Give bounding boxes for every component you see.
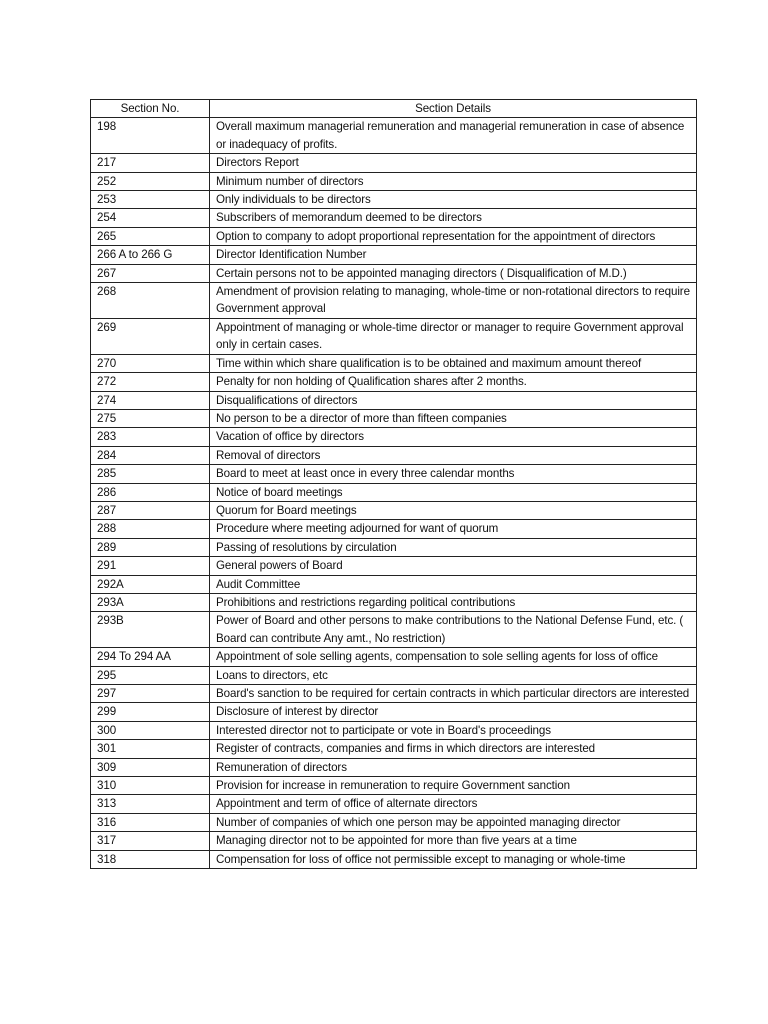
section-detail: Provision for increase in remuneration to require Government sanction	[210, 777, 697, 795]
table-row	[91, 703, 697, 721]
section-number: 269	[91, 318, 210, 354]
section-number: 313	[91, 795, 210, 813]
section-detail: Quorum for Board meetings	[210, 501, 697, 519]
table-row	[91, 209, 697, 227]
section-number: 317	[91, 832, 210, 850]
table-row	[91, 318, 697, 354]
table-row	[91, 813, 697, 831]
table-row	[91, 465, 697, 483]
section-detail: Board's sanction to be required for certain contracts in which particular directors are interested	[210, 685, 697, 703]
table-row	[91, 575, 697, 593]
section-number: 309	[91, 758, 210, 776]
table-row	[91, 832, 697, 850]
section-number: 291	[91, 557, 210, 575]
section-number: 275	[91, 409, 210, 427]
section-number: 217	[91, 154, 210, 172]
table-row	[91, 740, 697, 758]
section-detail: Amendment of provision relating to managing, whole-time or non-rotational directors to require Government approval	[210, 283, 697, 319]
table-row	[91, 172, 697, 190]
table-row	[91, 264, 697, 282]
section-number: 293B	[91, 612, 210, 648]
section-number: 272	[91, 373, 210, 391]
section-number: 310	[91, 777, 210, 795]
table-row	[91, 191, 697, 209]
table-row	[91, 612, 697, 648]
section-detail: Remuneration of directors	[210, 758, 697, 776]
section-detail: Vacation of office by directors	[210, 428, 697, 446]
table-row	[91, 283, 697, 319]
section-number: 288	[91, 520, 210, 538]
section-detail: Register of contracts, companies and firms in which directors are interested	[210, 740, 697, 758]
section-detail: Director Identification Number	[210, 246, 697, 264]
section-number: 287	[91, 501, 210, 519]
section-detail: Appointment and term of office of alternate directors	[210, 795, 697, 813]
header-section-no: Section No.	[91, 100, 210, 118]
section-detail: Overall maximum managerial remuneration and managerial remuneration in case of absence or inadequacy of profits.	[210, 118, 697, 154]
table-row	[91, 593, 697, 611]
section-number: 254	[91, 209, 210, 227]
section-number: 267	[91, 264, 210, 282]
section-detail: Time within which share qualification is to be obtained and maximum amount thereof	[210, 354, 697, 372]
table-row	[91, 777, 697, 795]
section-detail: Disqualifications of directors	[210, 391, 697, 409]
section-number: 252	[91, 172, 210, 190]
section-detail: Interested director not to participate or vote in Board's proceedings	[210, 721, 697, 739]
section-number: 283	[91, 428, 210, 446]
table-row	[91, 538, 697, 556]
section-detail: Notice of board meetings	[210, 483, 697, 501]
table-row	[91, 227, 697, 245]
table-row	[91, 373, 697, 391]
section-number: 268	[91, 283, 210, 319]
table-row	[91, 391, 697, 409]
section-detail: Appointment of sole selling agents, compensation to sole selling agents for loss of office	[210, 648, 697, 666]
table-body	[91, 118, 697, 869]
table-row	[91, 409, 697, 427]
section-number: 301	[91, 740, 210, 758]
section-detail: No person to be a director of more than fifteen companies	[210, 409, 697, 427]
section-number: 274	[91, 391, 210, 409]
section-detail: Audit Committee	[210, 575, 697, 593]
section-number: 285	[91, 465, 210, 483]
section-number: 294 To 294 AA	[91, 648, 210, 666]
section-detail: Prohibitions and restrictions regarding political contributions	[210, 593, 697, 611]
section-detail: Minimum number of directors	[210, 172, 697, 190]
section-detail: Certain persons not to be appointed managing directors ( Disqualification of M.D.)	[210, 264, 697, 282]
section-number: 316	[91, 813, 210, 831]
table-row	[91, 154, 697, 172]
section-detail: Number of companies of which one person may be appointed managing director	[210, 813, 697, 831]
section-detail: Managing director not to be appointed for more than five years at a time	[210, 832, 697, 850]
table-row	[91, 246, 697, 264]
section-detail: Disclosure of interest by director	[210, 703, 697, 721]
section-detail: Appointment of managing or whole-time director or manager to require Government approval only in certain cases.	[210, 318, 697, 354]
table-row	[91, 557, 697, 575]
section-number: 286	[91, 483, 210, 501]
section-number: 253	[91, 191, 210, 209]
section-number: 293A	[91, 593, 210, 611]
section-detail: Removal of directors	[210, 446, 697, 464]
section-number: 292A	[91, 575, 210, 593]
section-number: 295	[91, 666, 210, 684]
section-detail: Option to company to adopt proportional representation for the appointment of directors	[210, 227, 697, 245]
table-row	[91, 446, 697, 464]
table-row	[91, 721, 697, 739]
table-row	[91, 850, 697, 868]
section-number: 198	[91, 118, 210, 154]
section-detail: Passing of resolutions by circulation	[210, 538, 697, 556]
section-number: 300	[91, 721, 210, 739]
section-detail: Loans to directors, etc	[210, 666, 697, 684]
section-number: 284	[91, 446, 210, 464]
section-detail: Only individuals to be directors	[210, 191, 697, 209]
section-detail: Penalty for non holding of Qualification shares after 2 months.	[210, 373, 697, 391]
section-detail: General powers of Board	[210, 557, 697, 575]
section-detail: Compensation for loss of office not permissible except to managing or whole-time	[210, 850, 697, 868]
section-detail: Board to meet at least once in every three calendar months	[210, 465, 697, 483]
section-number: 299	[91, 703, 210, 721]
section-number: 270	[91, 354, 210, 372]
section-detail: Procedure where meeting adjourned for want of quorum	[210, 520, 697, 538]
sections-table	[90, 99, 697, 869]
section-detail: Power of Board and other persons to make contributions to the National Defense Fund, etc. ( Board can contribute Any amt., No restriction)	[210, 612, 697, 648]
section-number: 266 A to 266 G	[91, 246, 210, 264]
table-row	[91, 483, 697, 501]
section-number: 297	[91, 685, 210, 703]
table-row	[91, 758, 697, 776]
section-number: 289	[91, 538, 210, 556]
table-row	[91, 685, 697, 703]
table-row	[91, 501, 697, 519]
table-header	[91, 100, 697, 118]
table-row	[91, 520, 697, 538]
header-row	[91, 100, 697, 118]
section-detail: Directors Report	[210, 154, 697, 172]
section-number: 265	[91, 227, 210, 245]
table-row	[91, 648, 697, 666]
table-row	[91, 795, 697, 813]
header-section-details: Section Details	[210, 100, 697, 118]
section-detail: Subscribers of memorandum deemed to be directors	[210, 209, 697, 227]
table-row	[91, 354, 697, 372]
section-number: 318	[91, 850, 210, 868]
table-row	[91, 666, 697, 684]
table-row	[91, 428, 697, 446]
table-row	[91, 118, 697, 154]
